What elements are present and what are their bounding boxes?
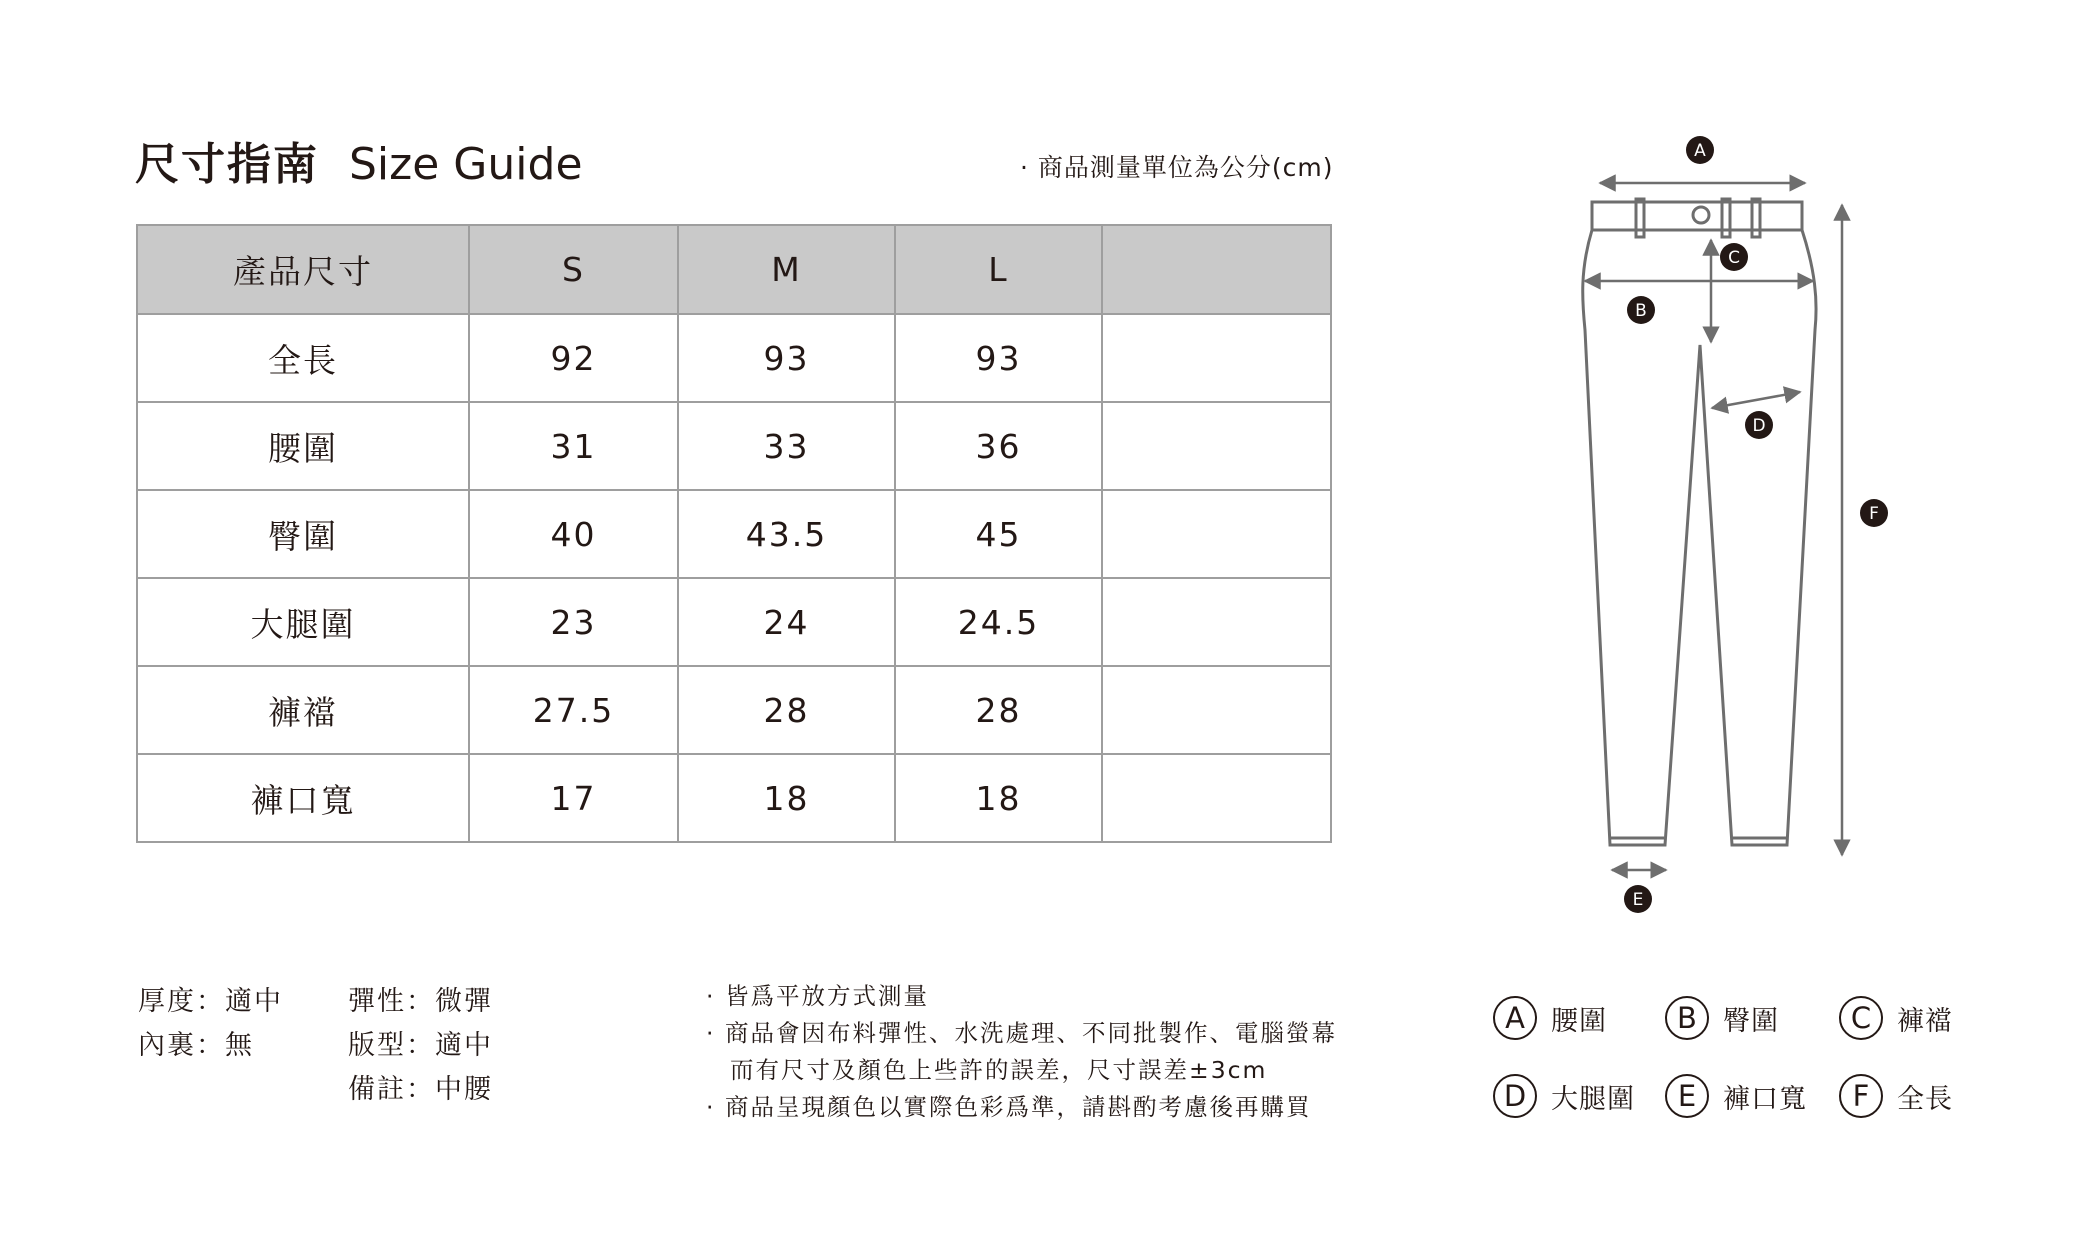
legend-badge: B [1665,996,1709,1040]
row-label: 全長 [137,314,469,402]
row-label: 褲襠 [137,666,469,754]
unit-note: · 商品測量單位為公分(cm) [1020,153,1334,182]
legend-badge: A [1493,996,1537,1040]
cell-extra [1102,578,1331,666]
spec-lining: 內裏：無 [138,1030,254,1061]
cell-extra [1102,666,1331,754]
cell-m: 28 [678,666,895,754]
cell-extra [1102,402,1331,490]
measurement-notes [706,978,1337,1126]
legend-label: 大腿圍 [1551,1083,1635,1115]
row-label: 臀圍 [137,490,469,578]
marker-b [1627,296,1655,324]
legend-badge: F [1839,1074,1883,1118]
cell-m: 33 [678,402,895,490]
spec-elasticity: 彈性：微彈 [348,986,493,1017]
title-zh: 尺寸指南 [135,139,319,190]
cell-l: 18 [895,754,1102,842]
legend-item-c [1839,996,1953,1040]
table-row [137,402,1331,490]
marker-c [1720,243,1748,271]
note-item: 而有尺寸及顏色上些許的誤差，尺寸誤差±3cm [730,1056,1268,1084]
cell-m: 18 [678,754,895,842]
cell-extra [1102,754,1331,842]
legend-label: 臀圍 [1723,1005,1779,1037]
cell-m: 43.5 [678,490,895,578]
note-item: · 商品呈現顏色以實際色彩爲準，請斟酌考慮後再購買 [706,1093,1312,1121]
marker-c-label: C [1728,248,1740,268]
column-header: L [895,225,1102,314]
cell-l: 36 [895,402,1102,490]
pants-outline [1583,199,1816,845]
measurement-legend [1493,996,1973,1126]
table-row [137,490,1331,578]
specs-left [138,980,283,1068]
spec-remark: 備註：中腰 [348,1074,493,1105]
marker-d-label: D [1752,416,1766,436]
cell-m: 93 [678,314,895,402]
pants-diagram [1560,120,2000,920]
cell-extra [1102,490,1331,578]
legs [1583,230,1816,845]
legend-item-d [1493,1074,1635,1118]
cell-l: 24.5 [895,578,1102,666]
marker-f [1860,499,1888,527]
specs-right [348,980,493,1112]
table-row [137,666,1331,754]
cell-s: 27.5 [469,666,678,754]
marker-a-label: A [1694,141,1706,161]
note-item: · 商品會因布料彈性、水洗處理、不同批製作、電腦螢幕 [706,1019,1337,1047]
cell-m: 24 [678,578,895,666]
marker-d [1745,411,1773,439]
legend-label: 褲口寬 [1723,1083,1807,1115]
note-item: · 皆爲平放方式測量 [706,982,929,1010]
marker-e-label: E [1632,890,1644,910]
legend-label: 全長 [1897,1083,1953,1115]
cell-l: 45 [895,490,1102,578]
column-header: M [678,225,895,314]
spec-thickness: 厚度：適中 [138,986,283,1017]
cell-s: 17 [469,754,678,842]
row-label: 大腿圍 [137,578,469,666]
column-header: S [469,225,678,314]
cell-extra [1102,314,1331,402]
arrow-d [1712,392,1800,408]
cell-l: 93 [895,314,1102,402]
legend-badge: C [1839,996,1883,1040]
cell-s: 92 [469,314,678,402]
row-label: 腰圍 [137,402,469,490]
page-title [135,128,583,192]
legend-item-b [1665,996,1779,1040]
legend-item-e [1665,1074,1807,1118]
title-en: Size Guide [349,139,583,190]
cell-s: 31 [469,402,678,490]
legend-badge: E [1665,1074,1709,1118]
marker-f-label: F [1869,504,1879,524]
legend-label: 褲襠 [1897,1005,1953,1037]
table-row [137,314,1331,402]
legend-item-f [1839,1074,1953,1118]
column-header [1102,225,1331,314]
legend-badge: D [1493,1074,1537,1118]
marker-e [1624,885,1652,913]
table-row [137,754,1331,842]
cell-l: 28 [895,666,1102,754]
size-table [136,224,1332,843]
cell-s: 23 [469,578,678,666]
cell-s: 40 [469,490,678,578]
legend-item-a [1493,996,1607,1040]
spec-fit: 版型：適中 [348,1030,493,1061]
row-label: 褲口寬 [137,754,469,842]
button [1693,207,1709,223]
marker-b-label: B [1635,301,1647,321]
column-header: 產品尺寸 [137,225,469,314]
waistband [1592,202,1802,230]
legend-label: 腰圍 [1551,1005,1607,1037]
table-header-row [137,225,1331,314]
table-row [137,578,1331,666]
marker-a [1686,136,1714,164]
